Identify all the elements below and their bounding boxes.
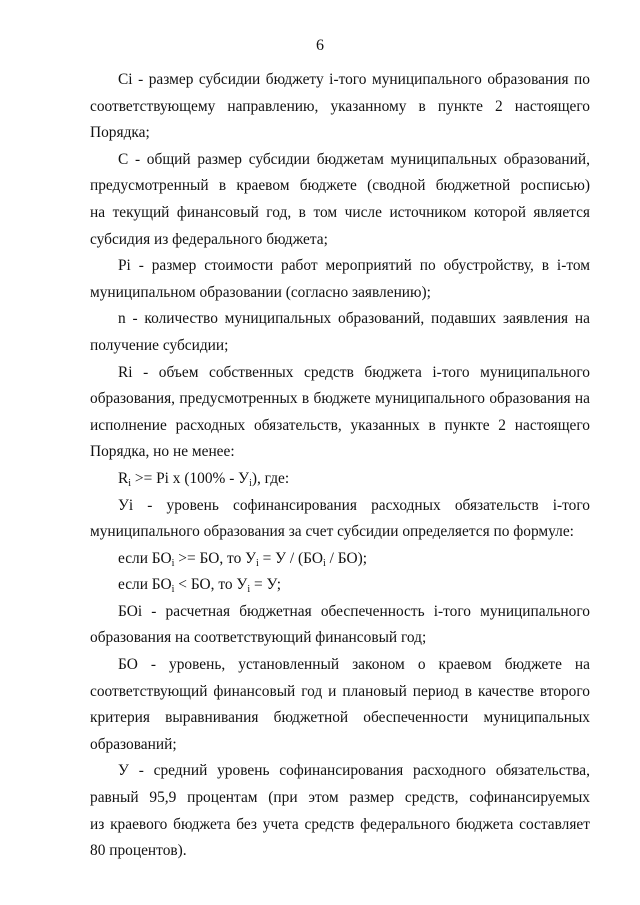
formula-line: $R_i >= Pi$ x $(100\% - У_i)$, где: [118,469,290,489]
text-line: Порядка, но не менее: [90,443,235,461]
paragraph-ri-definition [90,360,590,466]
text-line: БОi - расчетная бюджетная обеспеченность i-того муниципального [118,602,590,620]
text-line: на текущий финансовый год, в том числе источником которой является [90,203,590,221]
text-line: соответствующему направлению, указанному в пункте 2 настоящего [90,97,590,115]
text-line: Уi - уровень софинансирования расходных обязательств i-того [118,496,590,514]
text-line: 80 процентов). [90,842,187,860]
text-line: из краевого бюджета без учета средств федерального бюджета составляет [90,815,590,833]
text-line: критерия выравнивания бюджетной обеспеченности муниципальных [90,709,590,727]
paragraph-boi-definition [90,599,590,652]
text-line: Ri - объем собственных средств бюджета i-того муниципального [118,363,590,381]
paragraph-bo-definition [90,652,590,758]
text-line: У - средний уровень софинансирования расходного обязательства, [118,762,590,780]
text-line: С - общий размер субсидии бюджетам муниципальных образований, [118,150,590,168]
text-line: муниципального образования за счет субсидии определяется по формуле: [90,523,574,541]
formula-condition-2 [90,572,590,599]
text-line: n - количество муниципальных образований, подавших заявления на [118,310,590,328]
text-line: Pi - размер стоимости работ мероприятий по обустройству, в i-том [118,257,590,275]
paragraph-yi-definition [90,493,590,546]
page-number: 6 [316,37,324,54]
text-line: исполнение расходных обязательств, указанных в пункте 2 настоящего [90,416,590,434]
text-line: получение субсидии; [90,336,229,354]
paragraph-n-definition [90,306,590,359]
text-line: образования, предусмотренных в бюджете муниципального образования на [90,390,590,408]
text-line: соответствующий финансовый год и плановый период в качестве второго [90,682,590,700]
formula-line: если $БО_i$ < БО, то $У_i = У$; [118,576,282,596]
text-line: муниципальном образовании (согласно заявлению); [90,283,431,301]
paragraph-pi-definition [90,253,590,306]
text-line: Порядка; [90,124,150,142]
formula-ri [90,466,590,493]
text-line: предусмотренный в краевом бюджете (сводной бюджетной росписью) [90,177,590,195]
text-line: Ci - размер субсидии бюджету i-того муниципального образования по [118,71,590,88]
text-line: БО - уровень, установленный законом о краевом бюджете на [118,656,590,674]
document-body [90,67,590,865]
text-line: субсидия из федерального бюджета; [90,230,328,248]
formula-condition-1 [90,546,590,573]
paragraph-c-definition [90,147,590,253]
text-line: образований; [90,735,177,753]
formula-line: если $БО_i$ >= БО, то $У_i = У / (БО_i / БО)$; [118,549,368,569]
paragraph-y-definition [90,758,590,864]
text-line: образования на соответствующий финансовый год; [90,629,427,647]
paragraph-ci-definition [90,67,590,147]
text-line: равный 95,9 процентам (при этом размер средств, софинансируемых [90,789,590,807]
